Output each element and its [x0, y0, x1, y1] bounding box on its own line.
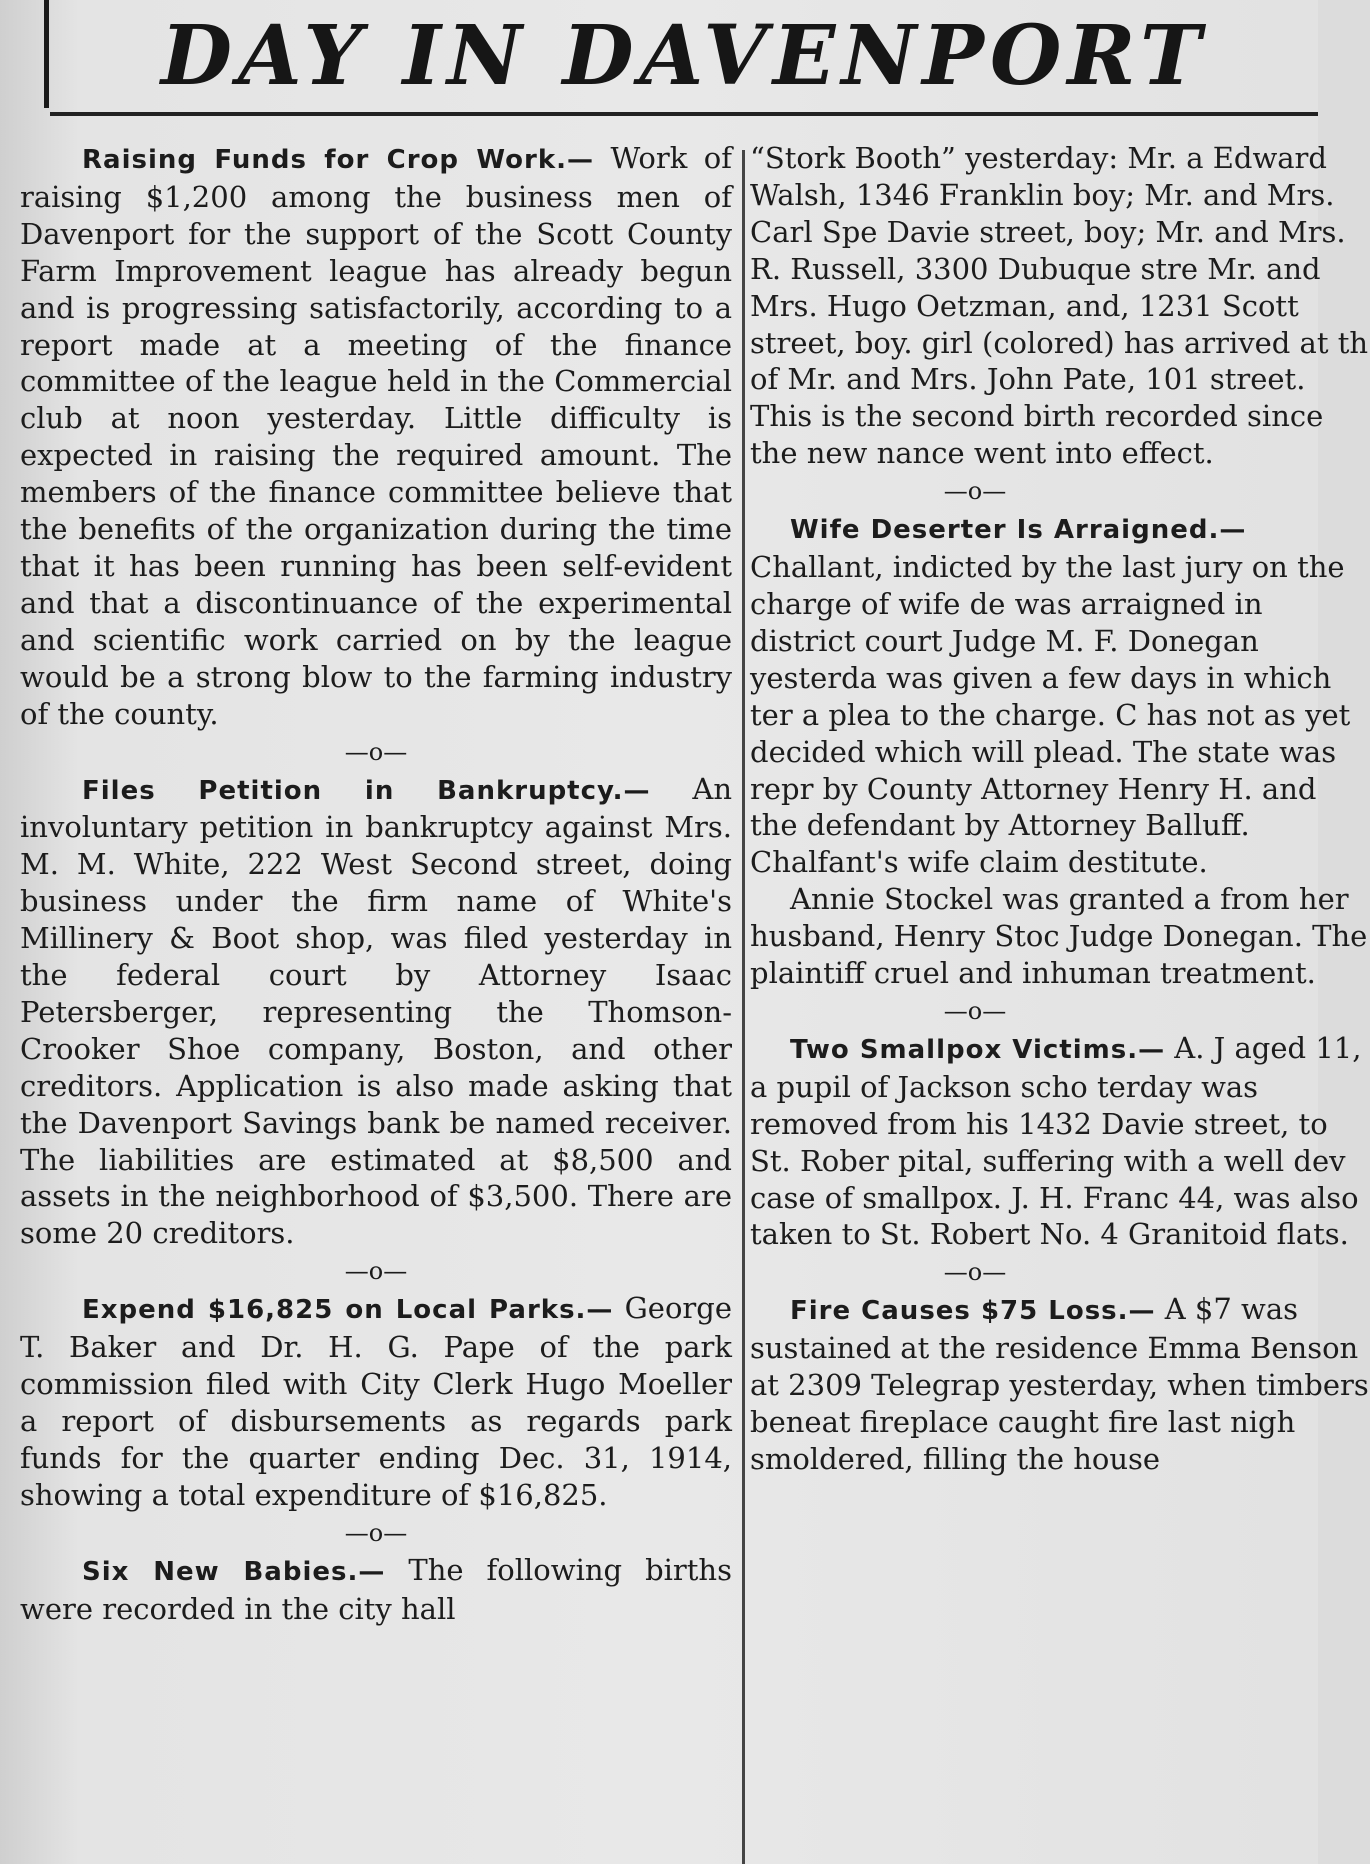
article [20, 140, 732, 733]
article-headline: Expend $16,825 on Local Parks.— [82, 1295, 614, 1326]
article-headline: Six New Babies.— [82, 1556, 386, 1587]
separator: —o— [344, 1518, 408, 1547]
separator: —o— [943, 477, 1007, 506]
left-column [20, 140, 732, 1864]
article-headline: Files Petition in Bankruptcy.— [82, 775, 651, 806]
article [750, 1291, 1370, 1478]
separator: —o— [344, 1257, 408, 1286]
article-body: “Stork Booth” yesterday: Mr. a Edward Walsh, 1346 Franklin boy; Mr. and Mrs. Carl Spe Davie street, boy; Mr. and Mrs. R. Russell, 3300 Dubuque stre Mr. and Mrs. Hugo Oetzman, and, 1231 Scott street, boy. girl (colored) has arrived at th of Mr. and Mrs. John Pate, 101 street. This is the second birth recorded since the new nance went into effect. [750, 141, 1369, 471]
article-body: George T. Baker and Dr. H. G. Pape of the park commission filed with City Clerk Hugo Moeller a report of disbursements as regards park funds for the quarter ending Dec. 31, 1914, showing a total expenditure of $16,825. [20, 1291, 732, 1512]
article-continuation [750, 140, 1370, 472]
article-body: The following births were recorded in the city hall [20, 1552, 732, 1626]
right-column [750, 140, 1369, 1864]
header-rule [50, 112, 1318, 116]
page-title: DAY IN DAVENPORT [160, 8, 1208, 104]
article [750, 510, 1370, 881]
separator: —o— [943, 996, 1007, 1025]
separator: —o— [943, 1258, 1007, 1287]
article-headline: Two Smallpox Victims.— [790, 1034, 1166, 1065]
article [750, 881, 1370, 992]
article-headline: Raising Funds for Crop Work.— [82, 145, 594, 175]
masthead [50, 0, 1318, 110]
margin-rule [44, 0, 49, 108]
separator: —o— [344, 737, 408, 766]
article [20, 1290, 732, 1513]
article [750, 1030, 1370, 1253]
column-divider [742, 150, 745, 1864]
article-body: A $7 was sustained at the residence Emma Benson at 2309 Telegrap yesterday, when timbers beneat fireplace caught fire last nigh smoldered, filling the house [750, 1292, 1369, 1476]
article-body: An involuntary petition in bankruptcy against Mrs. M. M. White, 222 West Second street, doing business under the firm name of White's Millinery & Boot shop, was filed yesterday in the federal court by Attorney Isaac Petersberger, representing the Thomson-Crooker Shoe company, Boston, and other creditors. Application is also made asking that the Davenport Savings bank be named receiver. The liabilities are estimated at $8,500 and assets in the neighborhood of $3,500. There are some 20 creditors. [20, 771, 732, 1251]
article [20, 771, 732, 1253]
article-body: Work of raising $1,200 among the business men of Davenport for the support of the Scott County Farm Improvement league has already begun and is progressing satisfactorily, according to a report made at a meeting of the finance committee of the league held in the Commercial club at noon yesterday. Little difficulty is expected in raising the required amount. The members of the finance committee believe that the benefits of the organization during the time that it has been running has been self-evident and that a discontinuance of the experimental and scientific work carried on by the league would be a strong blow to the farming industry of the county. [20, 141, 732, 731]
article-body: A. J aged 11, a pupil of Jackson scho terday was removed from his 1432 Davie street, to St. Rober pital, suffering with a well dev case of smallpox. J. H. Franc 44, was also taken to St. Robert No. 4 Granitoid flats. [750, 1030, 1362, 1252]
article-headline: Fire Causes $75 Loss.— [790, 1296, 1156, 1327]
article-body: Annie Stockel was granted a from her husband, Henry Stoc Judge Donegan. The plaintiff cruel and inhuman treatment. [750, 882, 1368, 991]
article-headline: Wife Deserter Is Arraigned.— [790, 515, 1247, 546]
article-body: Challant, indicted by the last jury on the charge of wife de was arraigned in district court Judge M. F. Donegan yesterda was given a few days in which ter a plea to the charge. C has not as yet decided which will plead. The state was repr by County Attorney Henry H. and the defendant by Attorney Balluff. Chalfant's wife claim destitute. [750, 550, 1351, 880]
article [20, 1552, 732, 1628]
